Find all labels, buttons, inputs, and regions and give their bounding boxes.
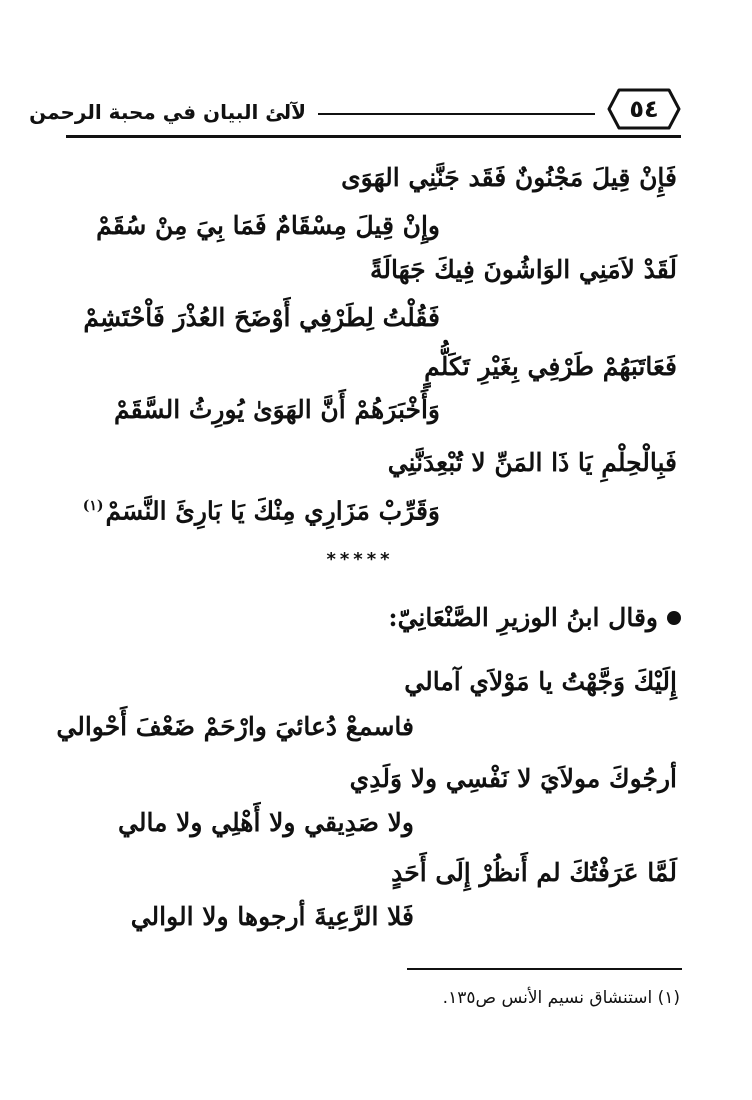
verse-text: وَقَرِّبْ مَزَارِي مِنْكَ يَا بَارِئَ النَّسَمْ — [105, 496, 440, 526]
verse-line: فَقُلْتُ لِطَرْفِي أَوْضَحَ العُذْرَ فَاْحْتَشِمْ — [83, 303, 440, 332]
header-divider — [318, 113, 595, 115]
footnote-marker: (١) — [82, 498, 104, 514]
footnote-rule — [407, 968, 682, 970]
verse-line: فاسمعْ دُعائيَ وارْحَمْ ضَعْفَ أَحْوالي — [56, 712, 414, 741]
verse-line: وإِنْ قِيلَ مِسْقَامٌ فَمَا بِيَ مِنْ سُقَمْ — [96, 211, 440, 240]
verse-line: فَبِالْحِلْمِ يَا ذَا المَنِّ لا تُبْعِدَنَّنِي — [387, 448, 677, 477]
verse-line: فَإِنْ قِيلَ مَجْنُونٌ فَقَد جَنَّنِي الهَوَى — [341, 163, 677, 192]
page-number: ٥٤ — [629, 95, 659, 123]
page-number-badge — [607, 86, 681, 132]
header-rule — [66, 135, 681, 138]
verse-line: لَمَّا عَرَفْتُكَ لم أَنظُرْ إِلَى أَحَدٍ — [391, 858, 677, 887]
verse-line: فَعَاتَبَهُمْ طَرْفِي بِغَيْرِ تَكَلُّمٍ — [424, 352, 677, 381]
book-title: لآلئ البيان في محبة الرحمن — [29, 100, 306, 124]
footnote: (١) استنشاق نسيم الأنس ص١٣٥. — [442, 988, 680, 1008]
bullet-icon — [667, 611, 681, 625]
verse-line: وَأَخْبَرَهُمْ أَنَّ الهَوَىٰ يُورِثُ السَّقَمْ — [114, 395, 440, 424]
verse-line: ولا صَدِيقي ولا أَهْلِي ولا مالي — [117, 808, 414, 837]
verse-line: فَلا الرَّعِيةَ أرجوها ولا الوالي — [130, 902, 414, 931]
verse-line: إِلَيْكَ وَجَّهْتُ يا مَوْلاَي آمالي — [404, 667, 677, 696]
section-separator: ***** — [326, 549, 394, 570]
verse-line: لَقَدْ لاَمَنِي الوَاشُونَ فِيكَ جَهَالَةً — [369, 255, 677, 284]
section-intro: وقال ابنُ الوزيرِ الصَّنْعَانِيّ: — [388, 603, 658, 632]
verse-line — [83, 486, 440, 526]
verse-line: أرجُوكَ مولاَيَ لا نَفْسِي ولا وَلَدِي — [349, 764, 677, 793]
